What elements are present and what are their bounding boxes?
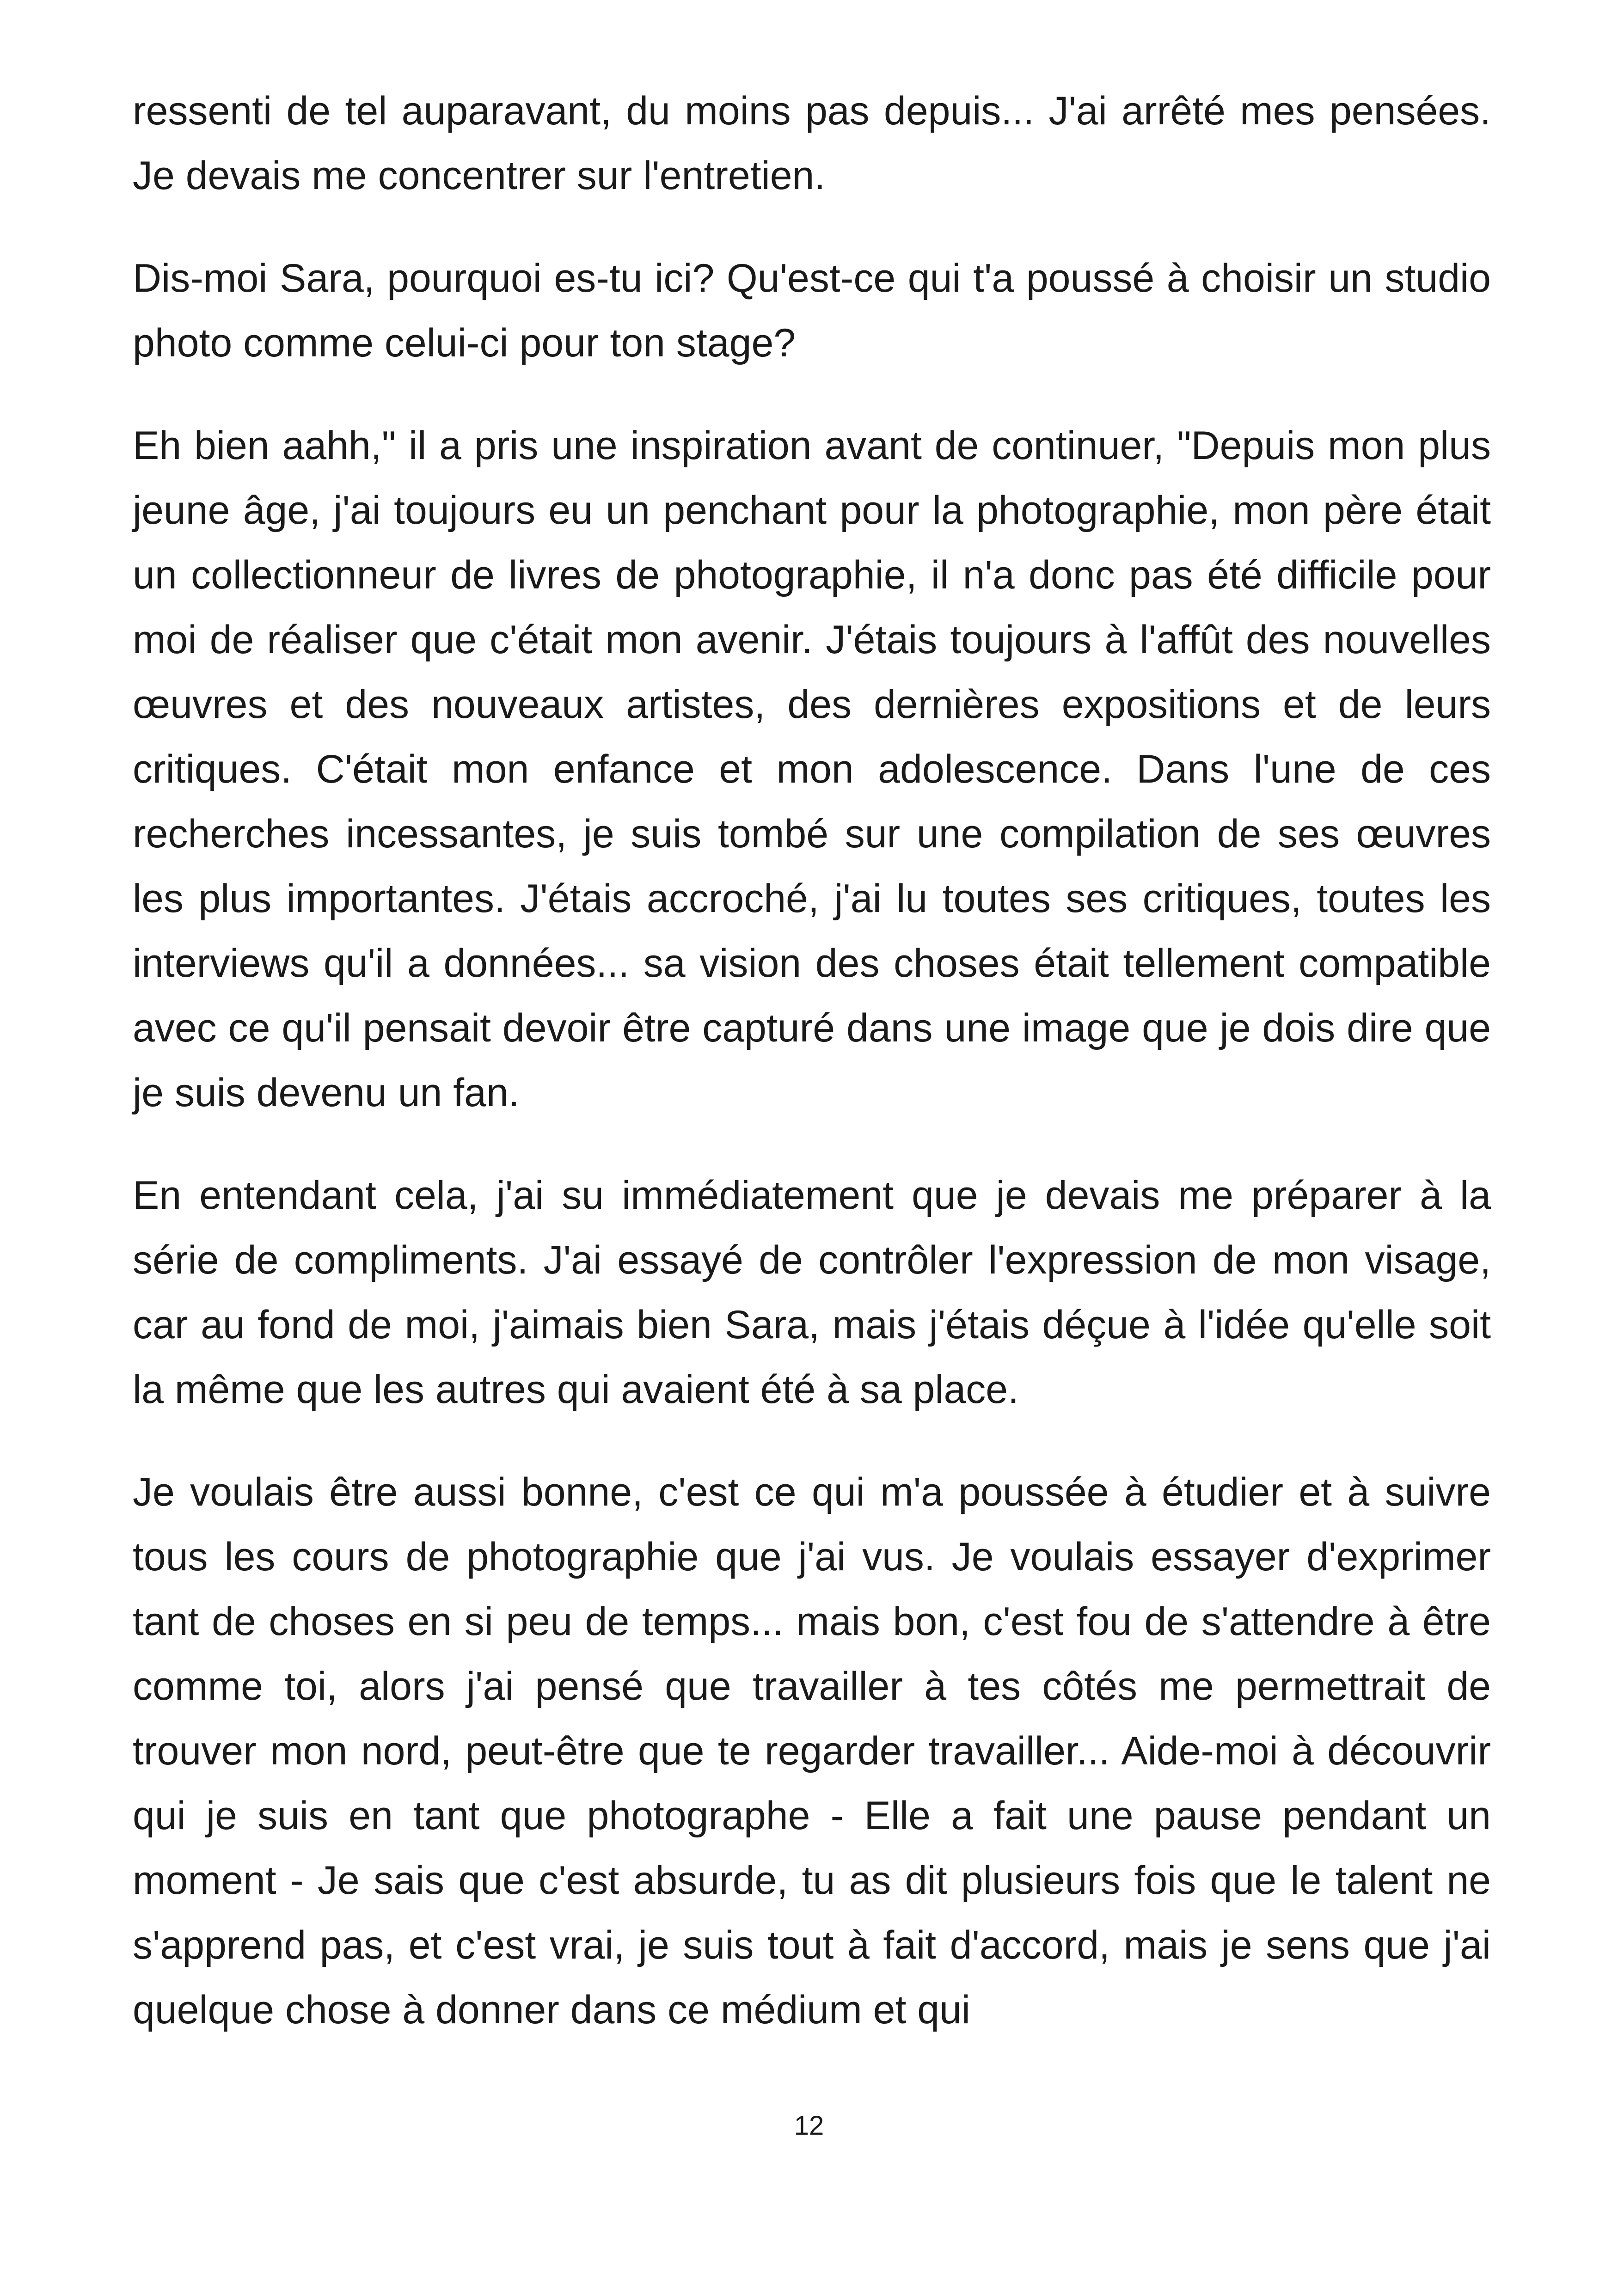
paragraph: En entendant cela, j'ai su immédiatement que je devais me préparer à la série de compliments. J'ai essayé de contrôler l'expression de mon visage, car au fond de moi, j'aimais bien Sara, mais j'étais déçue à l'idée qu'elle soit la même que les autres qui avaient été à sa place. [133,1173,1491,1412]
body-text [133,79,1491,2042]
paragraph: Je voulais être aussi bonne, c'est ce qui m'a poussée à étudier et à suivre tous les cours de photographie que j'ai vus. Je voulais essayer d'exprimer tant de choses en si peu de temps... mais bon, c'est fou de s'attendre à être comme toi, alors j'ai pensé que travailler à tes côtés me permettrait de trouver mon nord, peut-être que te regarder travailler... Aide-moi à découvrir qui je suis en tant que photographe - Elle a fait une pause pendant un moment - Je sais que c'est absurde, tu as dit plusieurs fois que le talent ne s'apprend pas, et c'est vrai, je suis tout à fait d'accord, mais je sens que j'ai quelque chose à donner dans ce médium et qui [133,1470,1491,2032]
page-number: 12 [794,2111,824,2141]
paragraph: Dis-moi Sara, pourquoi es-tu ici? Qu'est-ce qui t'a poussé à choisir un studio photo comme celui-ci pour ton stage? [133,256,1491,365]
paragraph: Eh bien aahh," il a pris une inspiration avant de continuer, "Depuis mon plus jeune âge, j'ai toujours eu un penchant pour la photographie, mon père était un collectionneur de livres de photographie, il n'a donc pas été difficile pour moi de réaliser que c'était mon avenir. J'étais toujours à l'affût des nouvelles œuvres et des nouveaux artistes, des dernières expositions et de leurs critiques. C'était mon enfance et mon adolescence. Dans l'une de ces recherches incessantes, je suis tombé sur une compilation de ses œuvres les plus importantes. J'étais accroché, j'ai lu toutes ses critiques, toutes les interviews qu'il a données... sa vision des choses était tellement compatible avec ce qu'il pensait devoir être capturé dans une image que je dois dire que je suis devenu un fan. [133,423,1491,1115]
paragraph: ressenti de tel auparavant, du moins pas depuis... J'ai arrêté mes pensées. Je devais me concentrer sur l'entretien. [133,89,1491,198]
